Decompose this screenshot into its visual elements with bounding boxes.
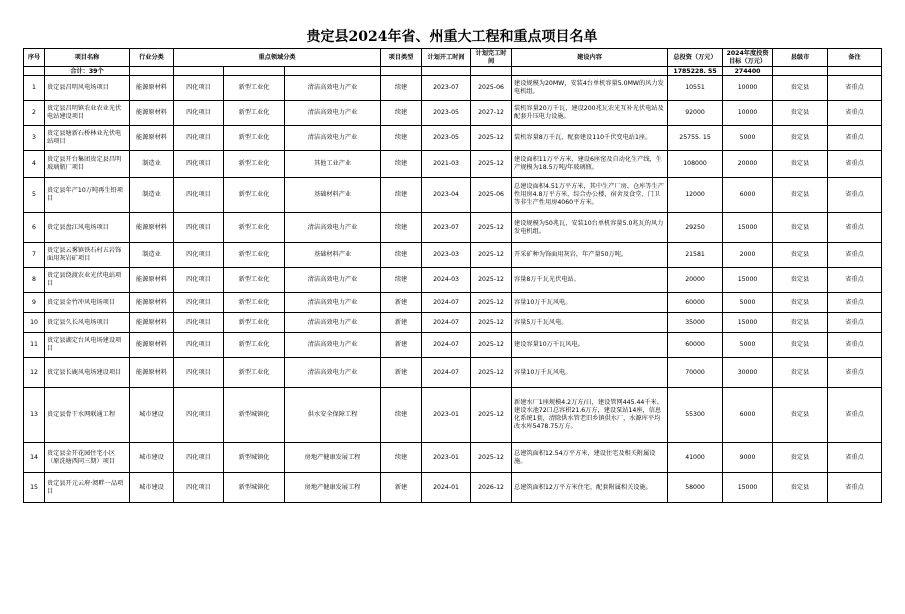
cell-target: 10000 bbox=[723, 101, 773, 126]
cell-domain-2: 新型城镇化 bbox=[224, 388, 285, 443]
cell-type: 续建 bbox=[381, 243, 422, 268]
table-row bbox=[24, 243, 882, 268]
cell-start: 2024-07 bbox=[422, 333, 471, 358]
cell-note: 省重点 bbox=[828, 443, 882, 473]
cell-type: 续建 bbox=[381, 76, 422, 101]
cell-complete: 2025-06 bbox=[471, 76, 512, 101]
cell-target: 15000 bbox=[723, 268, 773, 293]
cell-seq: 3 bbox=[24, 126, 45, 151]
cell-industry: 城市建设 bbox=[130, 388, 174, 443]
cell-note: 省重点 bbox=[828, 333, 882, 358]
cell-domain-1: 四化项目 bbox=[174, 101, 224, 126]
cell-investment: 108000 bbox=[668, 151, 723, 178]
table-row bbox=[24, 76, 882, 101]
cell-start: 2024-07 bbox=[422, 313, 471, 333]
cell-start: 2023-01 bbox=[422, 388, 471, 443]
cell-domain-1: 四化项目 bbox=[174, 151, 224, 178]
cell-start: 2023-01 bbox=[422, 443, 471, 473]
cell-note: 省重点 bbox=[828, 243, 882, 268]
cell-domain-3: 房地产健康发展工程 bbox=[285, 443, 381, 473]
cell-name: 贵定县久长风电场项目 bbox=[45, 313, 130, 333]
cell-domain-1: 四化项目 bbox=[174, 443, 224, 473]
cell-content: 总建筑面积12万平方米住宅，配套附属相关设施。 bbox=[512, 473, 668, 503]
cell-target: 5000 bbox=[723, 333, 773, 358]
cell-name: 贵定县绕渡农业光伏电站项目 bbox=[45, 268, 130, 293]
cell-name: 贵定县云雾镇铁石村五岩饰面用灰岩矿项目 bbox=[45, 243, 130, 268]
total-investment: 1785228. 55 bbox=[668, 67, 723, 76]
cell-content: 容量8万千瓦光伏电站。 bbox=[512, 268, 668, 293]
cell-type: 续建 bbox=[381, 178, 422, 213]
header-name: 项目名称 bbox=[45, 49, 130, 67]
cell-seq: 2 bbox=[24, 101, 45, 126]
cell-complete: 2025-12 bbox=[471, 243, 512, 268]
cell-domain-1: 四化项目 bbox=[174, 293, 224, 313]
table-row bbox=[24, 101, 882, 126]
cell-name: 贵定县盘江风电场项目 bbox=[45, 213, 130, 243]
cell-target: 20000 bbox=[723, 151, 773, 178]
cell-domain-2: 新型城镇化 bbox=[224, 443, 285, 473]
cell-seq: 8 bbox=[24, 268, 45, 293]
cell-name: 贵定县骨干水网联通工程 bbox=[45, 388, 130, 443]
cell-name: 贵定县年产10万吨再生铅项目 bbox=[45, 178, 130, 213]
cell-industry: 能源原材料 bbox=[130, 268, 174, 293]
cell-content: 容量10万千瓦风电。 bbox=[512, 358, 668, 388]
cell-county: 贵定县 bbox=[773, 151, 828, 178]
table-row bbox=[24, 126, 882, 151]
cell-domain-3: 基础材料产业 bbox=[285, 243, 381, 268]
cell-type: 续建 bbox=[381, 151, 422, 178]
cell-domain-3: 供水安全保障工程 bbox=[285, 388, 381, 443]
total-row bbox=[24, 67, 882, 76]
cell-content: 开采矿种为饰面用灰岩，年产量50万吨。 bbox=[512, 243, 668, 268]
cell-seq: 13 bbox=[24, 388, 45, 443]
cell-name: 贵定县昌明镇农业农业光伏电站建设项目 bbox=[45, 101, 130, 126]
header-content: 建设内容 bbox=[512, 49, 668, 67]
cell-industry: 能源原材料 bbox=[130, 126, 174, 151]
cell-target: 6000 bbox=[723, 388, 773, 443]
cell-seq: 12 bbox=[24, 358, 45, 388]
cell-domain-1: 四化项目 bbox=[174, 213, 224, 243]
cell-complete: 2025-12 bbox=[471, 443, 512, 473]
header-investment: 总投资（万元） bbox=[668, 49, 723, 67]
header-complete: 计划完工时间 bbox=[471, 49, 512, 67]
cell-complete: 2025-12 bbox=[471, 268, 512, 293]
table-row bbox=[24, 473, 882, 503]
header-target: 2024年度投资目标（万元） bbox=[723, 49, 773, 67]
cell-investment: 29250 bbox=[668, 213, 723, 243]
cell-start: 2024-03 bbox=[422, 268, 471, 293]
cell-target: 15000 bbox=[723, 473, 773, 503]
cell-seq: 5 bbox=[24, 178, 45, 213]
cell-county: 贵定县 bbox=[773, 358, 828, 388]
cell-name: 贵定县金竹冲风电场项目 bbox=[45, 293, 130, 313]
cell-seq: 1 bbox=[24, 76, 45, 101]
cell-start: 2023-04 bbox=[422, 178, 471, 213]
cell-domain-2: 新型工业化 bbox=[224, 333, 285, 358]
cell-seq: 4 bbox=[24, 151, 45, 178]
table-row bbox=[24, 333, 882, 358]
cell-county: 贵定县 bbox=[773, 268, 828, 293]
cell-domain-3: 其他工业产业 bbox=[285, 151, 381, 178]
cell-investment: 25755. 15 bbox=[668, 126, 723, 151]
cell-note: 省重点 bbox=[828, 358, 882, 388]
cell-target: 15000 bbox=[723, 313, 773, 333]
header-county: 县级市 bbox=[773, 49, 828, 67]
page-title: 贵定县2024年省、州重大工程和重点项目名单 bbox=[306, 29, 598, 45]
cell-type: 新建 bbox=[381, 333, 422, 358]
cell-complete: 2025-06 bbox=[471, 178, 512, 213]
cell-investment: 60000 bbox=[668, 293, 723, 313]
cell-type: 续建 bbox=[381, 388, 422, 443]
cell-county: 贵定县 bbox=[773, 243, 828, 268]
table-row bbox=[24, 443, 882, 473]
cell-domain-1: 四化项目 bbox=[174, 178, 224, 213]
cell-complete: 2027-12 bbox=[471, 101, 512, 126]
cell-industry: 制造业 bbox=[130, 243, 174, 268]
cell-county: 贵定县 bbox=[773, 101, 828, 126]
cell-start: 2023-07 bbox=[422, 76, 471, 101]
cell-domain-2: 新型工业化 bbox=[224, 268, 285, 293]
cell-start: 2024-07 bbox=[422, 293, 471, 313]
cell-type: 新建 bbox=[381, 358, 422, 388]
header-start: 计划开工时间 bbox=[422, 49, 471, 67]
cell-complete: 2026-12 bbox=[471, 473, 512, 503]
cell-county: 贵定县 bbox=[773, 213, 828, 243]
header-seq: 序号 bbox=[24, 49, 45, 67]
cell-domain-1: 四化项目 bbox=[174, 473, 224, 503]
cell-domain-2: 新型工业化 bbox=[224, 101, 285, 126]
cell-industry: 能源原材料 bbox=[130, 76, 174, 101]
cell-target: 5000 bbox=[723, 126, 773, 151]
cell-content: 容量10万千瓦风电。 bbox=[512, 293, 668, 313]
cell-county: 贵定县 bbox=[773, 178, 828, 213]
cell-target: 15000 bbox=[723, 213, 773, 243]
cell-note: 省重点 bbox=[828, 388, 882, 443]
table-row bbox=[24, 213, 882, 243]
cell-domain-1: 四化项目 bbox=[174, 243, 224, 268]
cell-content: 总建设面积4.51万平方米，其中生产厂房、仓库等生产性用房4.8万平方米，综合办公楼、宿舍及食堂、门卫等非生产性用房4060平方米。 bbox=[512, 178, 668, 213]
cell-type: 续建 bbox=[381, 268, 422, 293]
cell-industry: 能源原材料 bbox=[130, 358, 174, 388]
total-target: 274400 bbox=[723, 67, 773, 76]
cell-content: 总建筑面积12.54万平方米，建设住宅及相关附属设施。 bbox=[512, 443, 668, 473]
cell-domain-3: 清洁高效电力产业 bbox=[285, 213, 381, 243]
cell-content: 容量5万千瓦风电。 bbox=[512, 313, 668, 333]
cell-note: 省重点 bbox=[828, 293, 882, 313]
cell-name: 贵定县湖定台风电场建设项目 bbox=[45, 333, 130, 358]
total-label: 合计：39个 bbox=[45, 67, 130, 76]
cell-county: 贵定县 bbox=[773, 473, 828, 503]
cell-complete: 2025-12 bbox=[471, 126, 512, 151]
cell-domain-2: 新型工业化 bbox=[224, 76, 285, 101]
cell-domain-1: 四化项目 bbox=[174, 313, 224, 333]
cell-investment: 58000 bbox=[668, 473, 723, 503]
cell-domain-3: 清洁高效电力产业 bbox=[285, 126, 381, 151]
cell-note: 省重点 bbox=[828, 313, 882, 333]
table-body bbox=[24, 76, 882, 503]
cell-domain-3: 基础材料产业 bbox=[285, 178, 381, 213]
cell-name: 贵定县昌明风电场项目 bbox=[45, 76, 130, 101]
cell-industry: 制造业 bbox=[130, 151, 174, 178]
cell-industry: 能源原材料 bbox=[130, 293, 174, 313]
cell-domain-1: 四化项目 bbox=[174, 388, 224, 443]
cell-investment: 10551 bbox=[668, 76, 723, 101]
cell-complete: 2025-12 bbox=[471, 358, 512, 388]
cell-investment: 92000 bbox=[668, 101, 723, 126]
cell-seq: 11 bbox=[24, 333, 45, 358]
cell-content: 建设规模为50兆瓦，安装10台单机容量5.0兆瓦的风力发电机组。 bbox=[512, 213, 668, 243]
cell-seq: 7 bbox=[24, 243, 45, 268]
cell-complete: 2025-12 bbox=[471, 293, 512, 313]
cell-domain-2: 新型工业化 bbox=[224, 358, 285, 388]
cell-start: 2023-07 bbox=[422, 213, 471, 243]
cell-content: 建设容量10万千瓦风电。 bbox=[512, 333, 668, 358]
cell-note: 省重点 bbox=[828, 473, 882, 503]
project-table bbox=[23, 48, 882, 503]
cell-target: 5000 bbox=[723, 293, 773, 313]
cell-name: 贵定县开台集团贵定县昌明玻璃瓶厂项目 bbox=[45, 151, 130, 178]
cell-complete: 2025-12 bbox=[471, 333, 512, 358]
cell-start: 2021-03 bbox=[422, 151, 471, 178]
cell-industry: 制造业 bbox=[130, 178, 174, 213]
header-domain: 重点领域分类 bbox=[174, 49, 381, 67]
cell-county: 贵定县 bbox=[773, 76, 828, 101]
cell-target: 10000 bbox=[723, 76, 773, 101]
cell-investment: 41000 bbox=[668, 443, 723, 473]
cell-domain-1: 四化项目 bbox=[174, 126, 224, 151]
cell-seq: 9 bbox=[24, 293, 45, 313]
cell-note: 省重点 bbox=[828, 268, 882, 293]
cell-seq: 6 bbox=[24, 213, 45, 243]
cell-note: 省重点 bbox=[828, 76, 882, 101]
header-note: 备注 bbox=[828, 49, 882, 67]
header-industry: 行业分类 bbox=[130, 49, 174, 67]
table-row bbox=[24, 388, 882, 443]
cell-note: 省重点 bbox=[828, 151, 882, 178]
cell-type: 续建 bbox=[381, 101, 422, 126]
cell-investment: 20000 bbox=[668, 268, 723, 293]
cell-start: 2024-07 bbox=[422, 358, 471, 388]
cell-county: 贵定县 bbox=[773, 293, 828, 313]
cell-target: 9000 bbox=[723, 443, 773, 473]
cell-name: 贵定县开元云府·阅畔一品项目 bbox=[45, 473, 130, 503]
cell-type: 新建 bbox=[381, 313, 422, 333]
cell-type: 续建 bbox=[381, 126, 422, 151]
cell-domain-2: 新型工业化 bbox=[224, 213, 285, 243]
cell-note: 省重点 bbox=[828, 213, 882, 243]
cell-domain-2: 新型工业化 bbox=[224, 151, 285, 178]
cell-industry: 城市建设 bbox=[130, 473, 174, 503]
cell-content: 装机容量8万千瓦，配套建设110千伏变电站1座。 bbox=[512, 126, 668, 151]
cell-domain-3: 清洁高效电力产业 bbox=[285, 76, 381, 101]
cell-target: 30000 bbox=[723, 358, 773, 388]
cell-content: 建设规模为20MW，安装4台单机容量5.0MW的风力发电机组。 bbox=[512, 76, 668, 101]
cell-start: 2024-01 bbox=[422, 473, 471, 503]
cell-investment: 60000 bbox=[668, 333, 723, 358]
cell-domain-3: 清洁高效电力产业 bbox=[285, 313, 381, 333]
cell-seq: 15 bbox=[24, 473, 45, 503]
cell-domain-3: 清洁高效电力产业 bbox=[285, 268, 381, 293]
cell-seq: 14 bbox=[24, 443, 45, 473]
cell-domain-3: 清洁高效电力产业 bbox=[285, 358, 381, 388]
cell-domain-1: 四化项目 bbox=[174, 358, 224, 388]
cell-domain-2: 新型工业化 bbox=[224, 293, 285, 313]
cell-start: 2023-03 bbox=[422, 243, 471, 268]
cell-target: 6000 bbox=[723, 178, 773, 213]
cell-investment: 35000 bbox=[668, 313, 723, 333]
cell-county: 贵定县 bbox=[773, 333, 828, 358]
cell-domain-3: 清洁高效电力产业 bbox=[285, 101, 381, 126]
cell-name: 贵定县长鹿风电场建设项目 bbox=[45, 358, 130, 388]
cell-note: 省重点 bbox=[828, 178, 882, 213]
table-row bbox=[24, 268, 882, 293]
table-row bbox=[24, 178, 882, 213]
cell-type: 续建 bbox=[381, 443, 422, 473]
cell-start: 2023-05 bbox=[422, 126, 471, 151]
cell-note: 省重点 bbox=[828, 101, 882, 126]
cell-investment: 70000 bbox=[668, 358, 723, 388]
cell-domain-3: 房地产健康发展工程 bbox=[285, 473, 381, 503]
cell-start: 2023-05 bbox=[422, 101, 471, 126]
cell-domain-2: 新型工业化 bbox=[224, 126, 285, 151]
cell-domain-3: 清洁高效电力产业 bbox=[285, 333, 381, 358]
cell-type: 新建 bbox=[381, 473, 422, 503]
cell-complete: 2025-12 bbox=[471, 388, 512, 443]
cell-domain-2: 新型工业化 bbox=[224, 313, 285, 333]
cell-complete: 2025-12 bbox=[471, 313, 512, 333]
cell-industry: 能源原材料 bbox=[130, 101, 174, 126]
cell-content: 装机容量20万千瓦，建设200兆瓦农光互补光伏电站及配套升压电力设施。 bbox=[512, 101, 668, 126]
cell-name: 贵定县金开花园住宅小区（原洗塘西同三期）项目 bbox=[45, 443, 130, 473]
cell-name: 贵定县塘新石桥林业光伏电站项目 bbox=[45, 126, 130, 151]
cell-seq: 10 bbox=[24, 313, 45, 333]
table-row bbox=[24, 313, 882, 333]
table-row bbox=[24, 293, 882, 313]
cell-complete: 2025-12 bbox=[471, 213, 512, 243]
cell-domain-3: 清洁高效电力产业 bbox=[285, 293, 381, 313]
cell-note: 省重点 bbox=[828, 126, 882, 151]
header-row bbox=[24, 49, 882, 67]
cell-content: 建设面积11万平方米，建设6座窑及自动化生产线，生产规模为18.5万吨/年玻璃瓶。 bbox=[512, 151, 668, 178]
spreadsheet-sheet bbox=[23, 28, 881, 503]
table-row bbox=[24, 358, 882, 388]
cell-domain-2: 新型城镇化 bbox=[224, 473, 285, 503]
cell-industry: 能源原材料 bbox=[130, 213, 174, 243]
cell-industry: 城市建设 bbox=[130, 443, 174, 473]
cell-investment: 55300 bbox=[668, 388, 723, 443]
cell-investment: 12000 bbox=[668, 178, 723, 213]
cell-industry: 能源原材料 bbox=[130, 333, 174, 358]
cell-domain-1: 四化项目 bbox=[174, 76, 224, 101]
cell-type: 新建 bbox=[381, 293, 422, 313]
cell-county: 贵定县 bbox=[773, 388, 828, 443]
cell-county: 贵定县 bbox=[773, 313, 828, 333]
cell-county: 贵定县 bbox=[773, 126, 828, 151]
cell-industry: 能源原材料 bbox=[130, 313, 174, 333]
cell-content: 新建水厂1座规模4.2万方/日，建设管网445.44千米。建设水池72口总容积21.6万方，建设泵站14座，信息化系统1套，清除供水管老旧乡镇供水厂，水源库平均改水库5478.75万方。 bbox=[512, 388, 668, 443]
cell-domain-2: 新型工业化 bbox=[224, 243, 285, 268]
cell-type: 续建 bbox=[381, 213, 422, 243]
cell-county: 贵定县 bbox=[773, 443, 828, 473]
cell-domain-1: 四化项目 bbox=[174, 333, 224, 358]
cell-target: 2000 bbox=[723, 243, 773, 268]
cell-complete: 2025-12 bbox=[471, 151, 512, 178]
cell-investment: 21581 bbox=[668, 243, 723, 268]
cell-domain-1: 四化项目 bbox=[174, 268, 224, 293]
table-row bbox=[24, 151, 882, 178]
header-type: 项目类型 bbox=[381, 49, 422, 67]
cell-domain-2: 新型工业化 bbox=[224, 178, 285, 213]
